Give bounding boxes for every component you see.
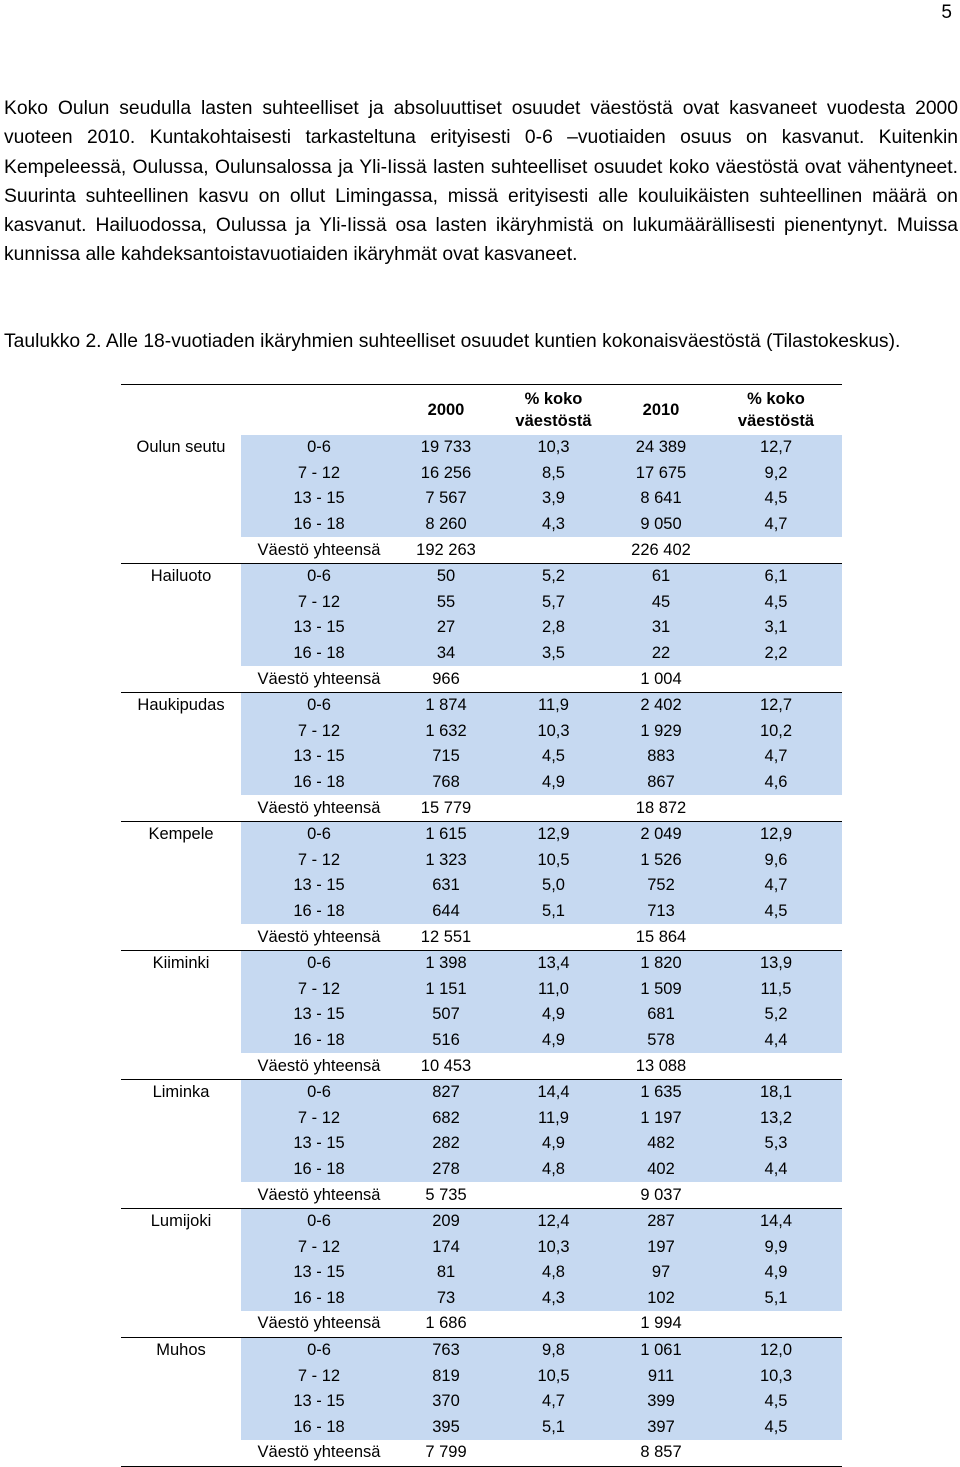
value-2000-cell: 73 [397,1286,495,1312]
percent-2000-cell: 3,9 [495,486,612,512]
age-group-cell: 7 - 12 [241,1234,397,1260]
value-2010-cell: 97 [612,1260,710,1286]
percent-2010-cell [710,1182,842,1208]
table-row [121,1002,842,1028]
value-2010-cell: 31 [612,615,710,641]
percent-2000-cell: 11,9 [495,1105,612,1131]
percent-2000-cell: 4,3 [495,1286,612,1312]
municipality-cell [121,666,241,692]
value-2010-cell: 9 050 [612,512,710,538]
age-group-cell: 13 - 15 [241,744,397,770]
municipality-cell [121,1260,241,1286]
percent-2010-cell: 13,2 [710,1105,842,1131]
table-row [121,821,842,847]
table-row [121,848,842,874]
age-group-cell: 13 - 15 [241,873,397,899]
value-2000-cell: 19 733 [397,435,495,461]
age-group-cell: Väestö yhteensä [257,1185,381,1204]
percent-2000-cell: 8,5 [495,461,612,487]
municipality-cell [121,1389,241,1415]
population-table [121,384,842,1467]
percent-2000-cell: 4,8 [495,1157,612,1183]
percent-2000-cell: 5,7 [495,590,612,616]
header-municipality [121,385,241,436]
percent-2010-cell: 9,6 [710,848,842,874]
age-group-cell: 0-6 [241,1337,397,1363]
percent-2000-cell: 4,9 [495,1028,612,1054]
municipality-cell: Kempele [148,825,214,844]
municipality-cell [121,1311,241,1337]
table-row [121,744,842,770]
value-2010-cell: 713 [612,899,710,925]
percent-2000-cell [495,537,612,563]
header-age [241,385,397,436]
value-2000-cell: 395 [397,1415,495,1441]
value-2010-cell: 13 088 [635,1056,687,1075]
percent-2000-cell: 5,1 [495,899,612,925]
age-group-cell: 0-6 [241,1079,397,1105]
total-row [121,924,842,950]
age-group-cell: 16 - 18 [241,1157,397,1183]
value-2000-cell: 27 [397,615,495,641]
municipality-cell [121,873,241,899]
value-2000-cell: 5 735 [425,1185,467,1204]
age-group-cell: 7 - 12 [241,590,397,616]
percent-2010-cell: 4,9 [710,1260,842,1286]
percent-2000-cell: 10,3 [495,435,612,461]
value-2000-cell: 8 260 [397,512,495,538]
page-number: 5 [941,2,952,23]
age-group-cell: 7 - 12 [241,976,397,1002]
percent-2010-cell: 4,5 [710,590,842,616]
municipality-cell: Haukipudas [137,696,225,715]
table-caption: Taulukko 2. Alle 18-vuotiaden ikäryhmien suhteelliset osuudet kuntien kokonaisväestöstä (Tilastokeskus). [4,331,901,352]
percent-2010-cell: 12,7 [710,435,842,461]
table-row [121,1363,842,1389]
age-group-cell: 0-6 [241,692,397,718]
municipality-cell [121,1053,241,1079]
percent-2000-cell: 4,9 [495,1131,612,1157]
percent-2000-cell: 4,9 [495,1002,612,1028]
table-row [121,512,842,538]
age-group-cell: 0-6 [241,435,397,461]
value-2010-cell: 2 402 [612,692,710,718]
total-row [121,1053,842,1079]
value-2010-cell: 1 061 [612,1337,710,1363]
municipality-cell [121,1440,241,1466]
age-group-cell: Väestö yhteensä [257,540,381,559]
percent-2010-cell: 4,5 [710,1415,842,1441]
age-group-cell: Väestö yhteensä [257,1056,381,1075]
age-group-cell: 16 - 18 [241,1286,397,1312]
percent-2010-cell: 9,2 [710,461,842,487]
total-row [121,795,842,821]
value-2010-cell: 45 [612,590,710,616]
value-2010-cell: 15 864 [635,927,687,946]
value-2010-cell: 1 004 [640,669,682,688]
value-2010-cell: 399 [612,1389,710,1415]
value-2010-cell: 24 389 [612,435,710,461]
value-2000-cell: 10 453 [420,1056,472,1075]
percent-2000-cell: 4,3 [495,512,612,538]
municipality-cell [121,1415,241,1441]
percent-2010-cell [710,924,842,950]
value-2010-cell: 8 857 [640,1443,682,1462]
table-row [121,873,842,899]
municipality-cell [121,461,241,487]
value-2000-cell: 1 398 [397,950,495,976]
value-2010-cell: 402 [612,1157,710,1183]
age-group-cell: 0-6 [241,950,397,976]
percent-2010-cell: 4,4 [710,1157,842,1183]
municipality-cell [121,899,241,925]
percent-2010-cell: 9,9 [710,1234,842,1260]
percent-2000-cell: 13,4 [495,950,612,976]
age-group-cell: 13 - 15 [241,615,397,641]
value-2010-cell: 482 [612,1131,710,1157]
table-row [121,1234,842,1260]
municipality-cell: Lumijoki [150,1212,212,1231]
table-row [121,1337,842,1363]
municipality-cell [121,641,241,667]
total-row [121,1440,842,1466]
value-2010-cell: 1 197 [612,1105,710,1131]
percent-2000-cell: 5,0 [495,873,612,899]
municipality-cell [121,1286,241,1312]
percent-2010-cell: 3,1 [710,615,842,641]
percent-2000-cell: 2,8 [495,615,612,641]
value-2010-cell: 1 994 [640,1314,682,1333]
value-2000-cell: 1 323 [397,848,495,874]
table-row [121,719,842,745]
municipality-cell [121,924,241,950]
value-2000-cell: 16 256 [397,461,495,487]
value-2010-cell: 752 [612,873,710,899]
table-row [121,770,842,796]
table-row [121,899,842,925]
value-2000-cell: 516 [397,1028,495,1054]
percent-2010-cell: 4,7 [710,744,842,770]
percent-2000-cell: 3,5 [495,641,612,667]
value-2000-cell: 631 [397,873,495,899]
value-2000-cell: 7 799 [425,1443,467,1462]
percent-2000-cell: 10,5 [495,848,612,874]
percent-2010-cell: 10,3 [710,1363,842,1389]
table-row [121,590,842,616]
table-row [121,615,842,641]
value-2010-cell: 1 820 [612,950,710,976]
percent-2010-cell: 4,5 [710,486,842,512]
table-row [121,1389,842,1415]
table-row [121,641,842,667]
percent-2000-cell: 9,8 [495,1337,612,1363]
value-2010-cell: 911 [612,1363,710,1389]
percent-2010-cell: 5,3 [710,1131,842,1157]
percent-2010-cell: 5,1 [710,1286,842,1312]
value-2000-cell: 827 [397,1079,495,1105]
value-2010-cell: 867 [612,770,710,796]
percent-2010-cell: 4,4 [710,1028,842,1054]
age-group-cell: 7 - 12 [241,848,397,874]
value-2000-cell: 1 686 [425,1314,467,1333]
percent-2000-cell: 4,9 [495,770,612,796]
percent-2000-cell: 12,4 [495,1208,612,1234]
value-2000-cell: 507 [397,1002,495,1028]
municipality-cell: Kiiminki [152,954,210,973]
age-group-cell: 16 - 18 [241,641,397,667]
municipality-cell [121,719,241,745]
header-year-2000: 2000 [427,401,465,419]
age-group-cell: 0-6 [241,821,397,847]
value-2000-cell: 1 632 [397,719,495,745]
percent-2010-cell: 2,2 [710,641,842,667]
percent-2000-cell [495,1440,612,1466]
municipality-cell [121,795,241,821]
age-group-cell: 13 - 15 [241,486,397,512]
percent-2010-cell: 10,2 [710,719,842,745]
percent-2000-cell: 4,8 [495,1260,612,1286]
intro-paragraph: Koko Oulun seudulla lasten suhteelliset ja absoluuttiset osuudet väestöstä ovat kasvaneet vuodesta 2000 vuoteen 2010. Kuntakohtaisesti tarkasteltuna erityisesti 0-6 –vuotiaiden osuus on kasvanut. Kuitenkin Kempeleessä, Oulussa, Oulunsalossa ja Yli-Iissä lasten suhteelliset osuudet koko väestöstä ovat vähentyneet. Suurinta suhteellinen kasvu on ollut Limingassa, missä erityisesti alle kouluikäisten suhteellinen määrä on kasvanut. Hailuodossa, Oulussa ja Yli-Iissä osa lasten ikäryhmistä on lukumäärällisesti pienentynyt. Muissa kunnissa alle kahdeksantoistavuotiaiden ikäryhmät ovat kasvaneet. [4,98,958,266]
percent-2000-cell [495,924,612,950]
municipality-cell [121,744,241,770]
value-2000-cell: 966 [432,669,460,688]
value-2010-cell: 1 526 [612,848,710,874]
municipality-cell [121,848,241,874]
header-year-2010: 2010 [642,401,680,419]
value-2010-cell: 681 [612,1002,710,1028]
age-group-cell: 13 - 15 [241,1389,397,1415]
municipality-cell [121,1002,241,1028]
percent-2000-cell [495,666,612,692]
municipality-cell [121,512,241,538]
percent-2010-cell [710,666,842,692]
age-group-cell: 16 - 18 [241,1028,397,1054]
age-group-cell: 13 - 15 [241,1002,397,1028]
table-row [121,1105,842,1131]
percent-2010-cell [710,537,842,563]
value-2000-cell: 282 [397,1131,495,1157]
value-2000-cell: 715 [397,744,495,770]
percent-2010-cell [710,1053,842,1079]
municipality-cell: Liminka [152,1083,210,1102]
municipality-cell [121,1028,241,1054]
municipality-cell [121,1363,241,1389]
age-group-cell: Väestö yhteensä [257,1443,381,1462]
value-2000-cell: 12 551 [420,927,472,946]
percent-2000-cell [495,1311,612,1337]
percent-2000-cell: 10,3 [495,719,612,745]
value-2010-cell: 17 675 [612,461,710,487]
percent-2010-cell: 14,4 [710,1208,842,1234]
value-2010-cell: 197 [612,1234,710,1260]
percent-2010-cell [710,1440,842,1466]
percent-2010-cell: 4,6 [710,770,842,796]
municipality-cell [121,1105,241,1131]
age-group-cell: 16 - 18 [241,899,397,925]
percent-2000-cell: 10,3 [495,1234,612,1260]
total-row [121,1311,842,1337]
percent-2010-cell [710,1311,842,1337]
municipality-cell [121,770,241,796]
value-2010-cell: 883 [612,744,710,770]
value-2010-cell: 18 872 [635,798,687,817]
table-row [121,1260,842,1286]
percent-2010-cell: 6,1 [710,563,842,589]
municipality-cell: Oulun seutu [136,438,226,457]
value-2000-cell: 819 [397,1363,495,1389]
value-2010-cell: 1 509 [612,976,710,1002]
value-2000-cell: 34 [397,641,495,667]
percent-2000-cell: 11,0 [495,976,612,1002]
value-2010-cell: 2 049 [612,821,710,847]
municipality-cell: Hailuoto [150,567,212,586]
percent-2010-cell: 4,7 [710,512,842,538]
value-2000-cell: 644 [397,899,495,925]
percent-2010-cell: 5,2 [710,1002,842,1028]
age-group-cell: Väestö yhteensä [257,798,381,817]
table-body [121,435,842,1466]
value-2010-cell: 287 [612,1208,710,1234]
municipality-cell [121,1234,241,1260]
header-percent-2010: % koko väestöstä [737,390,815,430]
percent-2000-cell: 12,9 [495,821,612,847]
table-header [121,385,842,436]
table-row [121,692,842,718]
value-2000-cell: 209 [397,1208,495,1234]
percent-2010-cell: 4,5 [710,1389,842,1415]
percent-2000-cell: 5,1 [495,1415,612,1441]
municipality-cell [121,1131,241,1157]
percent-2010-cell: 18,1 [710,1079,842,1105]
municipality-cell [121,615,241,641]
municipality-cell [121,1182,241,1208]
age-group-cell: 16 - 18 [241,770,397,796]
age-group-cell: 13 - 15 [241,1260,397,1286]
percent-2010-cell: 12,9 [710,821,842,847]
table-row [121,1131,842,1157]
table-row [121,1079,842,1105]
age-group-cell: Väestö yhteensä [257,1314,381,1333]
total-row [121,537,842,563]
percent-2000-cell [495,1182,612,1208]
value-2010-cell: 102 [612,1286,710,1312]
value-2000-cell: 55 [397,590,495,616]
value-2000-cell: 50 [397,563,495,589]
value-2010-cell: 61 [612,563,710,589]
table-row [121,1415,842,1441]
value-2010-cell: 1 635 [612,1079,710,1105]
value-2000-cell: 278 [397,1157,495,1183]
percent-2010-cell: 13,9 [710,950,842,976]
table-row [121,486,842,512]
age-group-cell: 16 - 18 [241,1415,397,1441]
value-2010-cell: 226 402 [631,540,691,559]
table-row [121,1157,842,1183]
percent-2010-cell: 12,0 [710,1337,842,1363]
percent-2000-cell: 5,2 [495,563,612,589]
value-2000-cell: 192 263 [416,540,476,559]
municipality-cell [121,486,241,512]
table-row [121,563,842,589]
age-group-cell: 13 - 15 [241,1131,397,1157]
table-row [121,950,842,976]
value-2010-cell: 1 929 [612,719,710,745]
header-percent-2000: % koko väestöstä [515,390,592,430]
value-2000-cell: 174 [397,1234,495,1260]
table-row [121,461,842,487]
age-group-cell: 7 - 12 [241,461,397,487]
municipality-cell: Muhos [156,1341,206,1360]
value-2010-cell: 397 [612,1415,710,1441]
value-2010-cell: 578 [612,1028,710,1054]
table-row [121,1286,842,1312]
percent-2010-cell: 4,7 [710,873,842,899]
percent-2010-cell: 11,5 [710,976,842,1002]
value-2010-cell: 9 037 [640,1185,682,1204]
total-row [121,1182,842,1208]
percent-2000-cell [495,795,612,821]
table-row [121,976,842,1002]
percent-2000-cell: 4,7 [495,1389,612,1415]
age-group-cell: Väestö yhteensä [257,669,381,688]
value-2000-cell: 1 874 [397,692,495,718]
table-row [121,435,842,461]
percent-2000-cell: 10,5 [495,1363,612,1389]
percent-2010-cell: 12,7 [710,692,842,718]
value-2000-cell: 768 [397,770,495,796]
table-row [121,1028,842,1054]
value-2000-cell: 763 [397,1337,495,1363]
municipality-cell [121,590,241,616]
value-2000-cell: 1 615 [397,821,495,847]
percent-2010-cell [710,795,842,821]
age-group-cell: Väestö yhteensä [257,927,381,946]
total-row [121,666,842,692]
age-group-cell: 0-6 [241,1208,397,1234]
municipality-cell [121,1157,241,1183]
age-group-cell: 16 - 18 [241,512,397,538]
age-group-cell: 7 - 12 [241,1105,397,1131]
value-2010-cell: 22 [612,641,710,667]
value-2000-cell: 15 779 [420,798,472,817]
value-2010-cell: 8 641 [612,486,710,512]
value-2000-cell: 7 567 [397,486,495,512]
age-group-cell: 0-6 [241,563,397,589]
percent-2000-cell: 11,9 [495,692,612,718]
value-2000-cell: 1 151 [397,976,495,1002]
municipality-cell [121,976,241,1002]
table-row [121,1208,842,1234]
percent-2000-cell: 14,4 [495,1079,612,1105]
value-2000-cell: 682 [397,1105,495,1131]
percent-2000-cell [495,1053,612,1079]
age-group-cell: 7 - 12 [241,719,397,745]
percent-2000-cell: 4,5 [495,744,612,770]
value-2000-cell: 81 [397,1260,495,1286]
value-2000-cell: 370 [397,1389,495,1415]
percent-2010-cell: 4,5 [710,899,842,925]
age-group-cell: 7 - 12 [241,1363,397,1389]
municipality-cell [121,537,241,563]
